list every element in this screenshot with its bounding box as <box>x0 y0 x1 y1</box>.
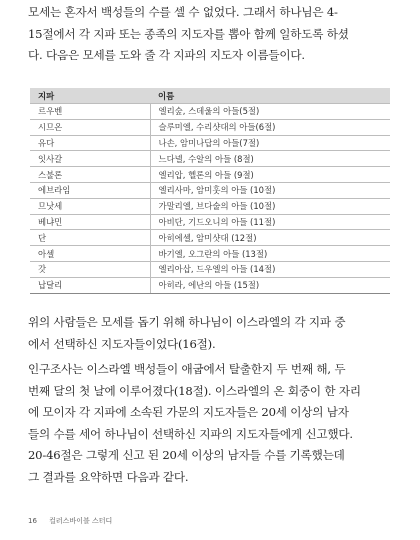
tribe-leaders-table <box>30 88 390 294</box>
tribe-cell: 에브라임 <box>30 182 150 198</box>
tribe-cell: 아셀 <box>30 246 150 262</box>
tribe-cell: 단 <box>30 230 150 246</box>
leader-cell: 바기엘, 오그란의 아들 (13절) <box>150 246 390 262</box>
leader-cell: 슬루미엘, 수리샷대의 아들(6절) <box>150 119 390 135</box>
intro-paragraph <box>28 2 392 67</box>
tribe-cell: 유다 <box>30 135 150 151</box>
leader-cell: 엘리압, 헬론의 아들 (9절) <box>150 167 390 183</box>
text-line: 20-46절은 그렇게 신고 된 20세 이상의 남자들 수를 기록했는데 <box>28 448 345 462</box>
table-row <box>30 261 390 277</box>
table-row <box>30 119 390 135</box>
table-row <box>30 182 390 198</box>
summary-paragraph <box>28 312 392 355</box>
text-line: 인구조사는 이스라엘 백성들이 애굽에서 탈출한지 두 번째 해, 두 <box>28 362 346 376</box>
leader-cell: 가말리엘, 브다술의 아들 (10절) <box>150 198 390 214</box>
text-line: 15절에서 각 지파 또는 종족의 지도자를 뽑아 함께 일하도록 하셨 <box>28 26 349 41</box>
tribe-cell: 시므온 <box>30 119 150 135</box>
text-line: 위의 사람들은 모세를 돕기 위해 하나님이 이스라엘의 각 지파 중 <box>28 315 346 329</box>
header-name: 이름 <box>150 88 390 104</box>
text-line: 그 결과를 요약하면 다음과 같다. <box>28 469 189 484</box>
table-row <box>30 104 390 120</box>
page-footer <box>28 516 112 526</box>
tribe-cell: 잇사갈 <box>30 151 150 167</box>
text-line: 다. 다음은 모세를 도와 줄 각 지파의 지도자 이름들이다. <box>28 48 305 62</box>
leader-cell: 나손, 암미나답의 아들(7절) <box>150 135 390 151</box>
tribe-cell: 르우벤 <box>30 104 150 120</box>
tribe-cell: 갓 <box>30 261 150 277</box>
text-line: 에서 선택하신 지도자들이었다(16절). <box>28 336 216 351</box>
table-row <box>30 167 390 183</box>
text-line: 에 모이자 각 지파에 소속된 가문의 지도자들은 20세 이상의 남자 <box>28 405 349 419</box>
tribe-cell: 스불론 <box>30 167 150 183</box>
leader-cell: 엘리숲, 스데울의 아들(5절) <box>150 104 390 120</box>
census-paragraph <box>28 359 392 488</box>
table-row <box>30 135 390 151</box>
text-line: 들의 수를 세어 하나님이 선택하신 지파의 지도자들에게 신고했다. <box>28 426 353 441</box>
header-tribe: 지파 <box>30 88 150 104</box>
leader-cell: 느다넬, 수알의 아들 (8절) <box>150 151 390 167</box>
table-row <box>30 151 390 167</box>
tribe-cell: 납달리 <box>30 277 150 293</box>
table-row <box>30 198 390 214</box>
table-row <box>30 214 390 230</box>
table-row <box>30 277 390 293</box>
tribe-cell: 베냐민 <box>30 214 150 230</box>
text-line: 번째 달의 첫 날에 이루어졌다(18절). 이스라엘의 온 회중이 한 자리 <box>28 383 361 398</box>
table-row <box>30 246 390 262</box>
tribe-cell: 므낫세 <box>30 198 150 214</box>
leader-cell: 아비단, 기드오니의 아들 (11절) <box>150 214 390 230</box>
table-row <box>30 230 390 246</box>
book-title: 컬러스바이블 스터디 <box>49 517 113 525</box>
table-header-row <box>30 88 390 104</box>
text-line: 모세는 혼자서 백성들의 수를 셀 수 없었다. 그래서 하나님은 4- <box>28 5 338 19</box>
leader-cell: 엘리아삽, 드우엘의 아들 (14절) <box>150 261 390 277</box>
leader-cell: 엘리사마, 암미훗의 아들 (10절) <box>150 182 390 198</box>
page-number: 16 <box>28 517 37 525</box>
leader-cell: 아히라, 에난의 아들 (15절) <box>150 277 390 293</box>
leader-cell: 아히에셀, 암미샷대 (12절) <box>150 230 390 246</box>
